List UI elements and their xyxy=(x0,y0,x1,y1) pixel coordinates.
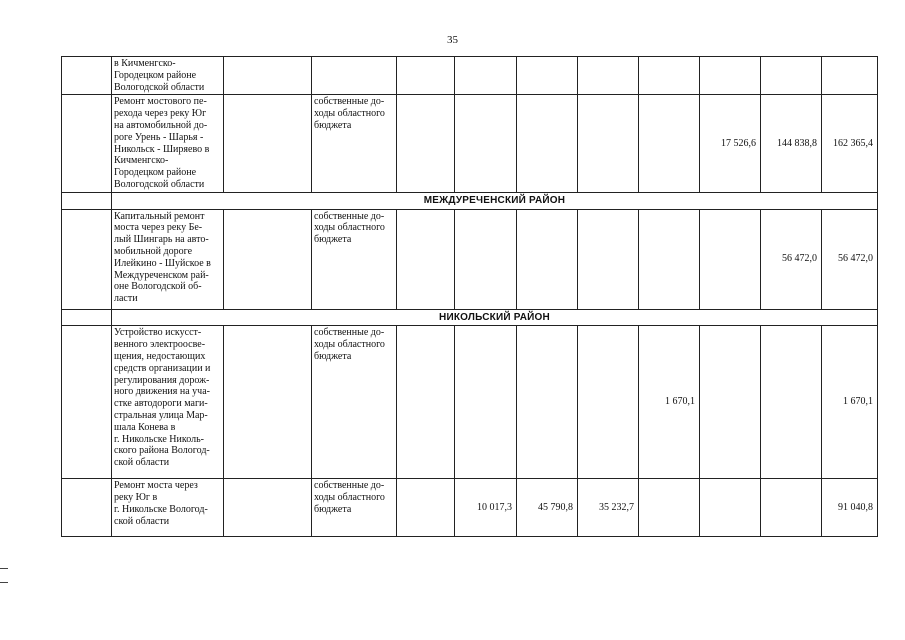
cell-value xyxy=(517,57,578,95)
cell-empty xyxy=(224,209,312,309)
table-row xyxy=(62,479,878,537)
cell-value xyxy=(578,57,639,95)
cell-empty xyxy=(397,326,455,479)
cell-source: собственные до- ходы областного бюджета xyxy=(312,95,397,192)
cell-value xyxy=(761,479,822,537)
margin-mark xyxy=(0,568,8,569)
cell-value xyxy=(700,209,761,309)
cell-value: 35 232,7 xyxy=(578,479,639,537)
cell-value: 56 472,0 xyxy=(761,209,822,309)
cell-empty xyxy=(397,95,455,192)
section-header-nikolsky: НИКОЛЬСКИЙ РАЙОН xyxy=(112,309,878,326)
cell-value xyxy=(578,95,639,192)
cell-value xyxy=(517,209,578,309)
cell-value xyxy=(455,209,517,309)
cell-total: 91 040,8 xyxy=(822,479,878,537)
cell-value: 45 790,8 xyxy=(517,479,578,537)
cell-value xyxy=(639,209,700,309)
cell-empty xyxy=(397,57,455,95)
section-row xyxy=(62,192,878,209)
cell-value: 144 838,8 xyxy=(761,95,822,192)
cell-source: собственные до- ходы областного бюджета xyxy=(312,209,397,309)
cell-value xyxy=(700,479,761,537)
section-row xyxy=(62,309,878,326)
cell-index xyxy=(62,326,112,479)
cell-object-name: Ремонт мостового пе- рехода через реку Юг на автомобильной до- роге Урень - Шарья - Никольск - Ширяево в Кичменгско- Городецком районе Вологодской области xyxy=(112,95,224,192)
cell-total: 162 365,4 xyxy=(822,95,878,192)
cell-total xyxy=(822,57,878,95)
cell-empty xyxy=(224,57,312,95)
cell-index xyxy=(62,57,112,95)
table-row xyxy=(62,209,878,309)
cell-total: 1 670,1 xyxy=(822,326,878,479)
cell-index xyxy=(62,192,112,209)
cell-empty xyxy=(397,209,455,309)
cell-value: 1 670,1 xyxy=(639,326,700,479)
cell-object-name: в Кичменгско- Городецком районе Вологодской области xyxy=(112,57,224,95)
cell-value: 10 017,3 xyxy=(455,479,517,537)
cell-source: собственные до- ходы областного бюджета xyxy=(312,479,397,537)
cell-source: собственные до- ходы областного бюджета xyxy=(312,326,397,479)
cell-total: 56 472,0 xyxy=(822,209,878,309)
cell-value: 17 526,6 xyxy=(700,95,761,192)
cell-value xyxy=(455,326,517,479)
cell-index xyxy=(62,479,112,537)
section-header-mezhdurechensky: МЕЖДУРЕЧЕНСКИЙ РАЙОН xyxy=(112,192,878,209)
cell-value xyxy=(517,326,578,479)
cell-value xyxy=(700,57,761,95)
table-row xyxy=(62,326,878,479)
cell-value xyxy=(455,95,517,192)
cell-object-name: Ремонт моста через реку Юг в г. Никольске Вологод- ской области xyxy=(112,479,224,537)
cell-empty xyxy=(224,95,312,192)
cell-value xyxy=(761,326,822,479)
cell-value xyxy=(639,95,700,192)
page-number: 35 xyxy=(447,34,458,46)
cell-value xyxy=(455,57,517,95)
cell-empty xyxy=(224,326,312,479)
table-row xyxy=(62,57,878,95)
cell-empty xyxy=(397,479,455,537)
cell-value xyxy=(639,479,700,537)
cell-value xyxy=(578,209,639,309)
cell-source xyxy=(312,57,397,95)
cell-value xyxy=(578,326,639,479)
cell-value xyxy=(639,57,700,95)
cell-index xyxy=(62,95,112,192)
cell-empty xyxy=(224,479,312,537)
budget-table xyxy=(61,56,878,537)
cell-value xyxy=(517,95,578,192)
margin-mark xyxy=(0,582,8,583)
cell-object-name: Устройство искусст- венного электроосве- щения, недостающих средств организации и регулирования дорож- ного движения на уча- стке автодороги маги- стральная улица Мар- шала Конева в г. Никольске Николь- ского района Вологод- ской области xyxy=(112,326,224,479)
cell-object-name: Капитальный ремонт моста через реку Бе- лый Шингарь на авто- мобильной дороге Илейкино - Шуйское в Междуреченском рай- оне Вологодской об- ласти xyxy=(112,209,224,309)
table-row xyxy=(62,95,878,192)
cell-index xyxy=(62,309,112,326)
cell-value xyxy=(700,326,761,479)
cell-value xyxy=(761,57,822,95)
cell-index xyxy=(62,209,112,309)
